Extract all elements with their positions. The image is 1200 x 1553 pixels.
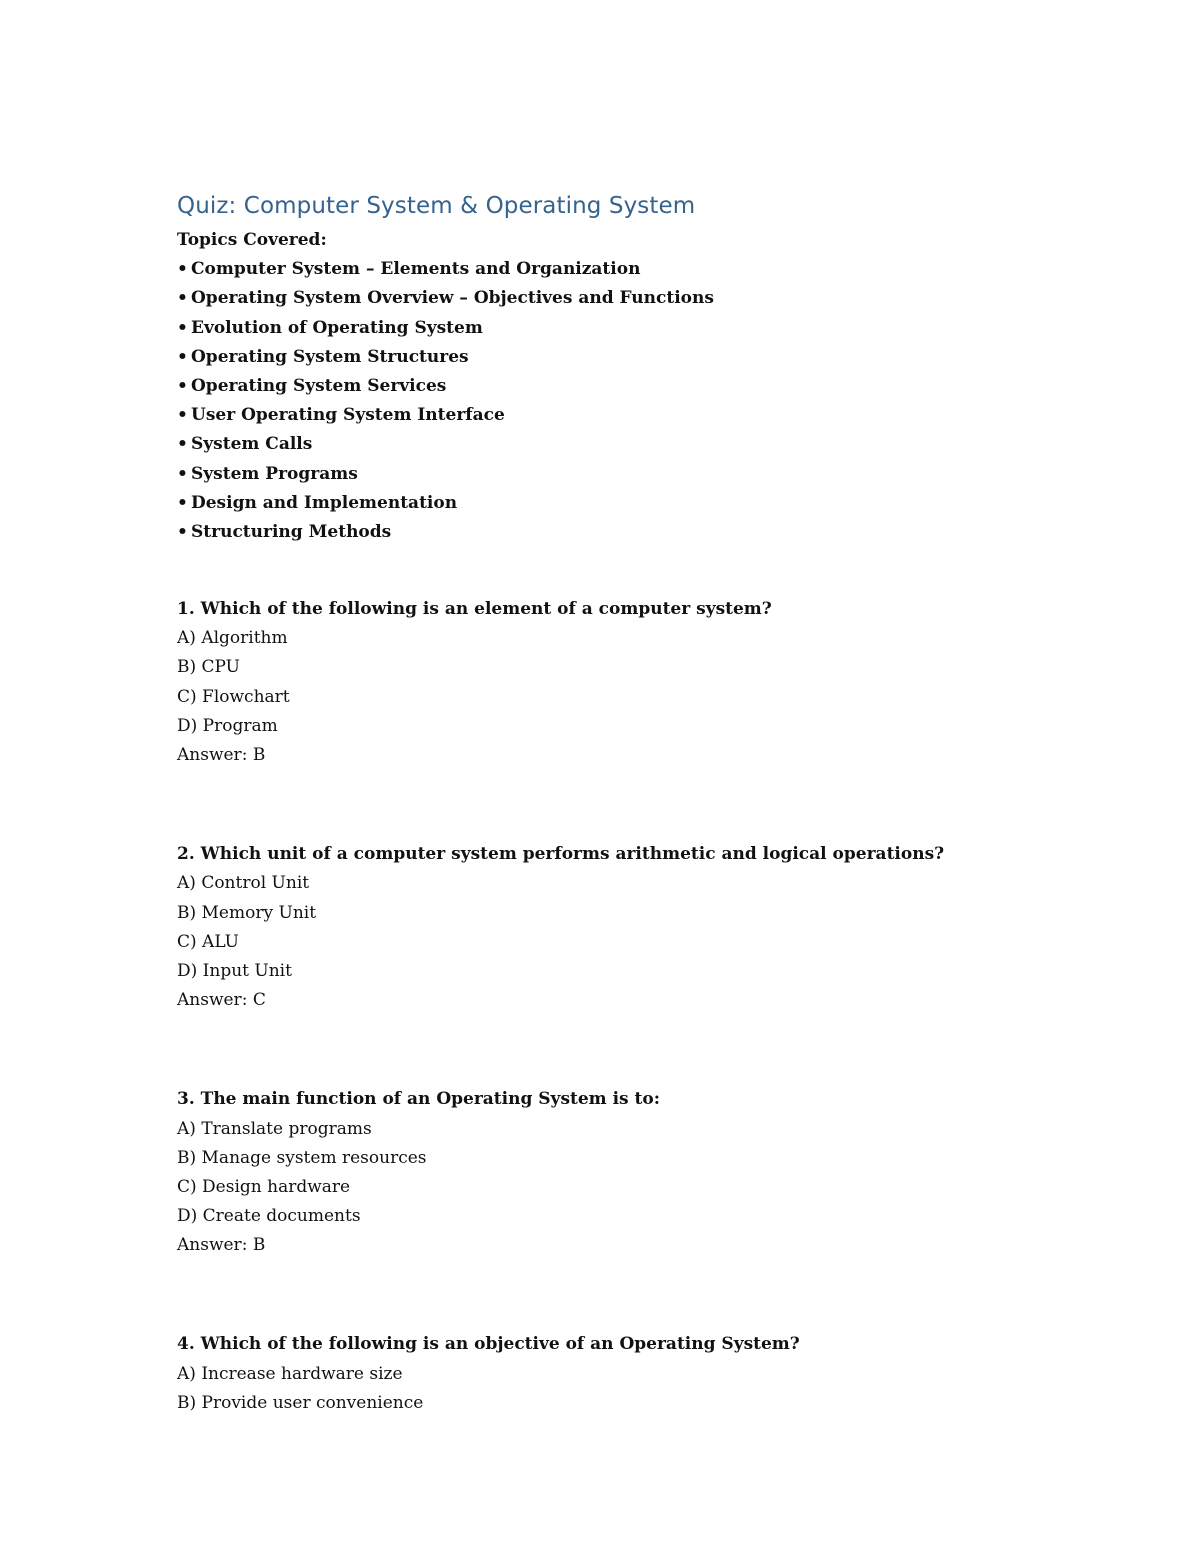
question-text: 1. Which of the following is an element of a computer system? <box>177 599 772 620</box>
bullet-icon: • <box>177 288 188 309</box>
topic-label: System Programs <box>191 463 358 484</box>
option-b: B) Manage system resources <box>177 1147 427 1168</box>
bullet-icon: • <box>177 492 188 513</box>
topic-label: Structuring Methods <box>191 521 392 542</box>
spacer <box>177 1260 1077 1330</box>
topic-item <box>177 314 1077 343</box>
bullet-icon: • <box>177 259 188 280</box>
spacer <box>177 770 1077 840</box>
topic-label: Operating System Structures <box>191 346 469 367</box>
quiz-title: Quiz: Computer System & Operating System <box>177 193 696 219</box>
question-1 <box>177 595 1077 770</box>
answer-text: Answer: B <box>177 745 266 765</box>
option-c: C) ALU <box>177 931 240 952</box>
spacer <box>177 1015 1077 1085</box>
option-b: B) Memory Unit <box>177 902 317 923</box>
option-d: D) Input Unit <box>177 960 292 981</box>
option-d: D) Create documents <box>177 1206 361 1227</box>
question-text: 2. Which unit of a computer system performs arithmetic and logical operations? <box>177 844 945 865</box>
topic-item <box>177 255 1077 284</box>
question-2 <box>177 840 1077 1015</box>
options-list <box>177 869 1077 986</box>
answer-text: Answer: B <box>177 1235 266 1256</box>
bullet-icon: • <box>177 434 188 455</box>
options-list <box>177 1115 1077 1232</box>
topic-item <box>177 489 1077 518</box>
option-c: C) Design hardware <box>177 1176 351 1197</box>
option-c: C) Flowchart <box>177 686 290 707</box>
topic-label: Operating System Services <box>191 375 447 396</box>
bullet-icon: • <box>177 521 188 542</box>
topic-label: Design and Implementation <box>191 492 458 513</box>
topic-label: Computer System – Elements and Organization <box>191 259 641 280</box>
topic-item <box>177 343 1077 372</box>
bullet-icon: • <box>177 405 188 426</box>
question-text: 3. The main function of an Operating System is to: <box>177 1089 660 1110</box>
question-4 <box>177 1330 1077 1418</box>
bullet-icon: • <box>177 317 188 338</box>
topics-heading: Topics Covered: <box>177 230 327 250</box>
topic-item <box>177 460 1077 489</box>
bullet-icon: • <box>177 375 188 396</box>
topic-item <box>177 401 1077 430</box>
option-b: B) Provide user convenience <box>177 1392 424 1413</box>
topics-list <box>177 255 1077 547</box>
answer-text: Answer: C <box>177 990 266 1011</box>
spacer <box>177 547 1077 595</box>
question-text: 4. Which of the following is an objective of an Operating System? <box>177 1334 800 1355</box>
option-a: A) Increase hardware size <box>177 1363 403 1384</box>
bullet-icon: • <box>177 463 188 484</box>
topic-item <box>177 430 1077 459</box>
option-a: A) Algorithm <box>177 628 288 649</box>
document-content <box>177 190 1077 1418</box>
topic-item <box>177 372 1077 401</box>
topic-item <box>177 518 1077 547</box>
topic-label: System Calls <box>191 434 313 455</box>
options-list <box>177 624 1077 741</box>
topic-label: User Operating System Interface <box>191 405 505 426</box>
topic-label: Operating System Overview – Objectives and Functions <box>191 288 714 309</box>
option-d: D) Program <box>177 715 278 736</box>
option-a: A) Control Unit <box>177 873 310 894</box>
bullet-icon: • <box>177 346 188 367</box>
options-list <box>177 1360 1077 1418</box>
topic-item <box>177 284 1077 313</box>
option-b: B) CPU <box>177 657 241 678</box>
option-a: A) Translate programs <box>177 1118 372 1139</box>
question-3 <box>177 1085 1077 1260</box>
topic-label: Evolution of Operating System <box>191 317 483 338</box>
